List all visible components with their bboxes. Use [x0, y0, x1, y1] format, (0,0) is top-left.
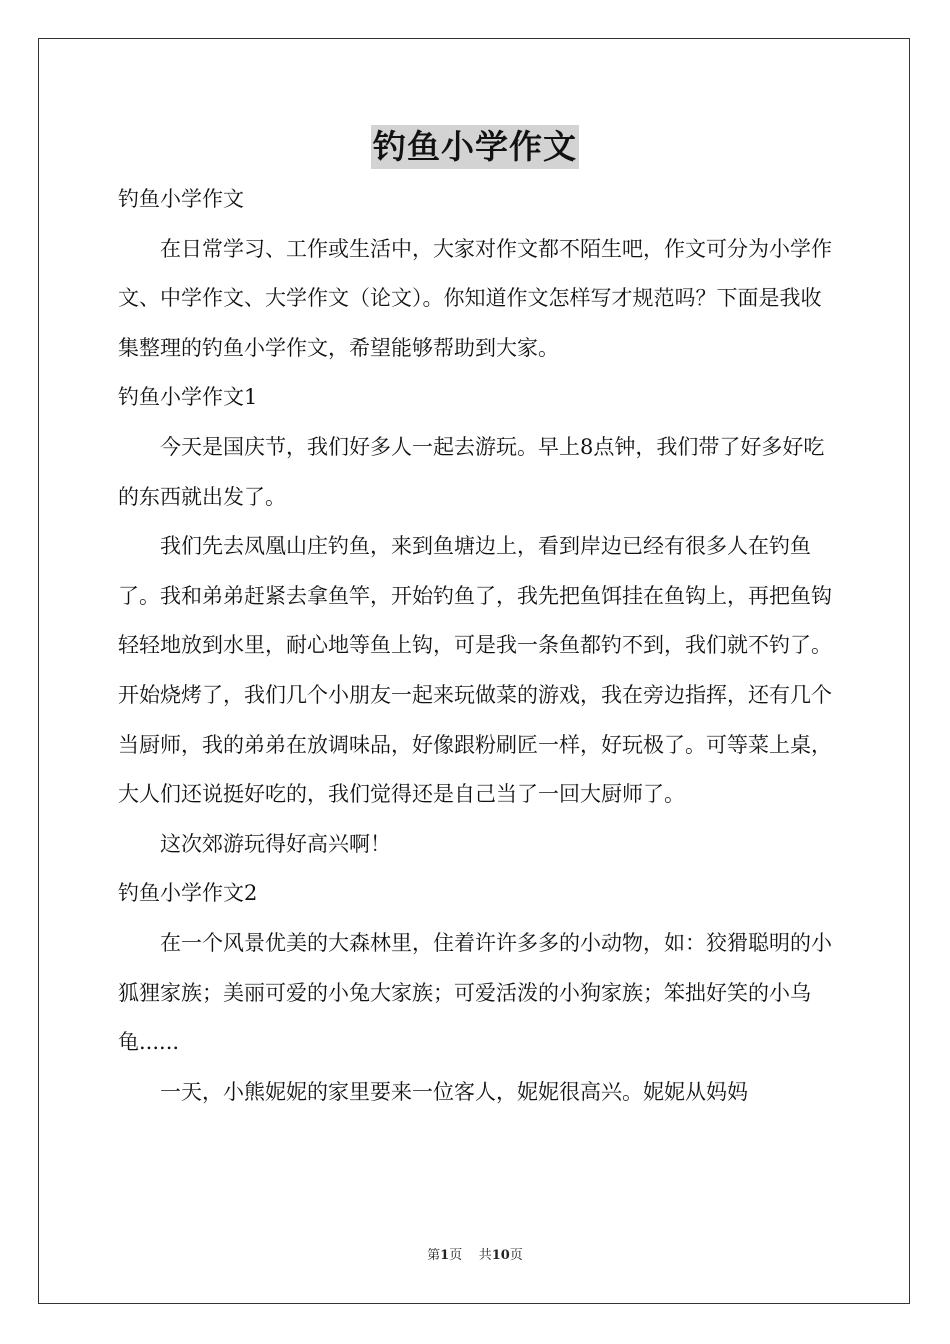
footer-prefix: 第 [427, 1248, 441, 1263]
section-1-heading: 钓鱼小学作文1 [118, 385, 258, 410]
footer-total-prefix: 共 [478, 1248, 492, 1263]
footer-page-number: 1 [440, 1248, 450, 1263]
main-heading: 钓鱼小学作文 [118, 187, 244, 211]
section-1-paragraph-1: 今天是国庆节，我们好多人一起去游玩。早上8点钟，我们带了好多好吃的东西就出发了。 [118, 434, 825, 509]
section-2-paragraph-1: 在一个风景优美的大森林里，住着许许多多的小动物，如：狡猾聪明的小狐狸家族；美丽可爱的小兔大家族；可爱活泼的小狗家族；笨拙好笑的小乌龟...... [118, 930, 832, 1055]
footer-page-suffix: 页 [449, 1248, 463, 1263]
title-container [0, 125, 950, 169]
section-1-paragraph-3: 这次郊游玩得好高兴啊！ [160, 831, 391, 856]
footer-total-pages: 10 [491, 1248, 510, 1263]
footer-total-suffix: 页 [509, 1248, 523, 1263]
page-footer [0, 1246, 950, 1266]
section-1-paragraph-2: 我们先去凤凰山庄钓鱼，来到鱼塘边上，看到岸边已经有很多人在钓鱼了。我和弟弟赶紧去拿鱼竿，开始钓鱼了，我先把鱼饵挂在鱼钩上，再把鱼钩轻轻地放到水里，耐心地等鱼上钩，可是我一条鱼都钓不到，我们就不钓了。开始烧烤了，我们几个小朋友一起来玩做菜的游戏，我在旁边指挥，还有几个当厨师，我的弟弟在放调味品，好像跟粉刷匠一样，好玩极了。可等菜上桌，大人们还说挺好吃的，我们觉得还是自己当了一回大厨师了。 [118, 534, 832, 807]
section-2-heading: 钓鱼小学作文2 [118, 881, 258, 906]
section-2-paragraph-2: 一天，小熊妮妮的家里要来一位客人，妮妮很高兴。妮妮从妈妈 [160, 1079, 748, 1104]
intro-paragraph: 在日常学习、工作或生活中，大家对作文都不陌生吧，作文可分为小学作文、中学作文、大学作文（论文）。你知道作文怎样写才规范吗？下面是我收集整理的钓鱼小学作文，希望能够帮助到大家。 [118, 236, 832, 360]
document-body [118, 175, 834, 1117]
document-title: 钓鱼小学作文 [371, 125, 579, 169]
